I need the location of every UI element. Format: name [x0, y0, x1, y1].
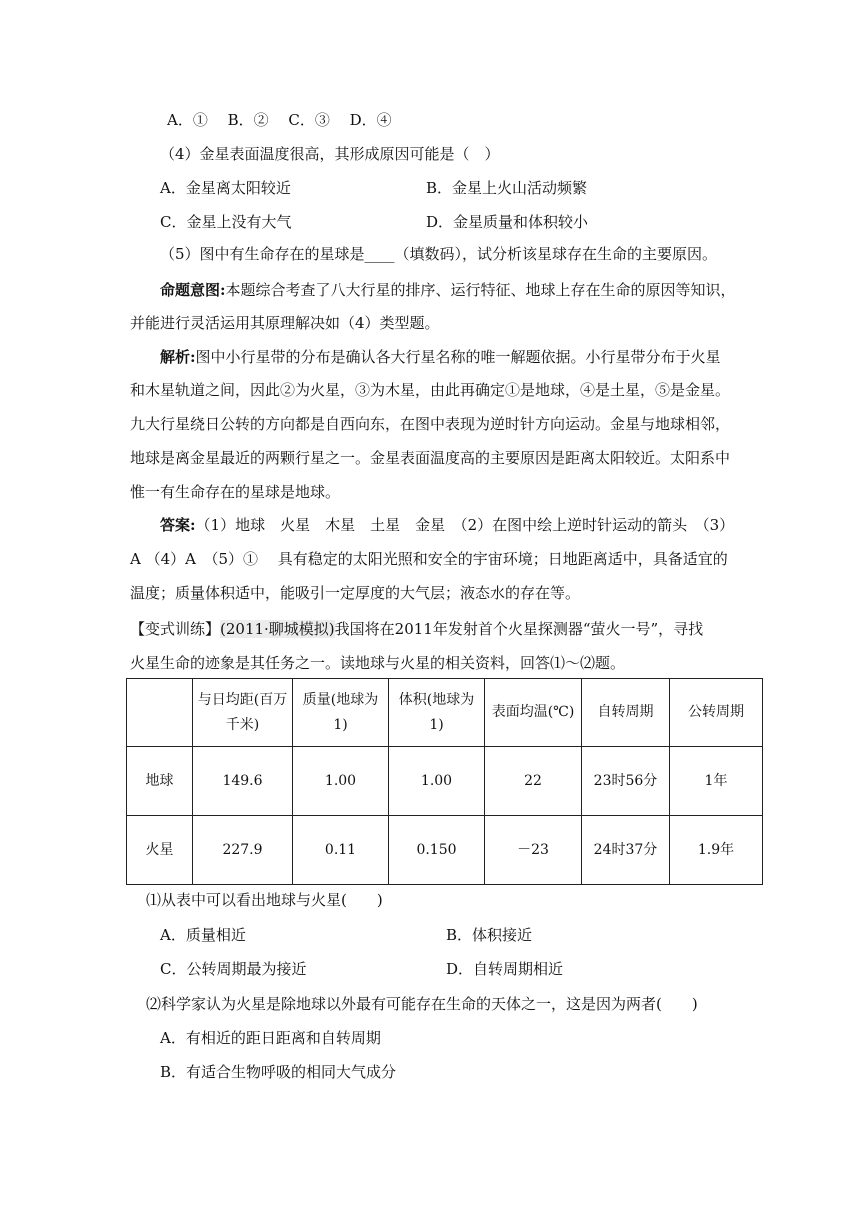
table-cell: 24时37分: [582, 816, 670, 885]
answer-text: （1）地球 火星 木星 土星 金星 （2）在图中绘上逆时针运动的箭头 （3）: [195, 516, 735, 534]
analysis-label: 解析:: [160, 348, 196, 366]
intent-text: 本题综合考查了八大行星的排序、运行特征、地球上存在生命的原因等知识，: [225, 281, 736, 299]
intent-paragraph-line2: 并能进行灵活运用其原理解决如（4）类型题。: [130, 314, 440, 332]
answer-label: 答案:: [160, 516, 196, 534]
table-cell: 1.9年: [670, 816, 763, 885]
analysis-text: 图中小行星带的分布是确认各大行星名称的唯一解题依据。小行星带分布于火星: [195, 348, 721, 366]
table-cell: 23时56分: [582, 747, 670, 816]
intent-paragraph-line1: [160, 283, 736, 298]
table-header-cell: 质量(地球为1): [293, 679, 389, 747]
answer-line3: 温度；质量体积适中，能吸引一定厚度的大气层；液态水的存在等。: [130, 584, 581, 602]
variant-label: 【变式训练】: [130, 620, 221, 638]
analysis-line5: 惟一有生命存在的星球是地球。: [130, 483, 341, 501]
table-cell: 227.9: [193, 816, 293, 885]
q4-option-d: D．金星质量和体积较小: [426, 213, 589, 231]
table-cell: －23: [485, 816, 582, 885]
table-cell: 火星: [127, 816, 193, 885]
table-header-cell: [127, 679, 193, 747]
table-row: [127, 747, 763, 816]
q3-options: A．① B．② C．③ D．④: [167, 111, 392, 129]
variant-source: (2011·聊城模拟): [220, 620, 335, 638]
q4-option-b: B．金星上火山活动频繁: [426, 179, 588, 197]
analysis-paragraph-line1: [160, 350, 721, 365]
sq1-option-b: B．体积接近: [446, 926, 533, 944]
q5-stem: （5）图中有生命存在的星球是____（填数码），试分析该星球存在生命的主要原因。: [160, 245, 718, 263]
analysis-line4: 地球是离金星最近的两颗行星之一。金星表面温度高的主要原因是距离太阳较近。太阳系中: [130, 449, 731, 467]
table-row: [127, 816, 763, 885]
table-cell: 0.150: [389, 816, 485, 885]
planet-comparison-table: [126, 678, 763, 885]
sq2-stem: ⑵科学家认为火星是除地球以外最有可能存在生命的天体之一，这是因为两者( ): [146, 995, 698, 1013]
table-header-row: [127, 679, 763, 747]
sq1-stem: ⑴从表中可以看出地球与火星( ): [146, 891, 383, 909]
table-header-cell: 表面均温(℃): [485, 679, 582, 747]
table-header-cell: 公转周期: [670, 679, 763, 747]
q4-option-c: C．金星上没有大气: [160, 213, 292, 231]
table-cell: 1.00: [389, 747, 485, 816]
intent-label: 命题意图:: [160, 281, 226, 299]
sq1-option-d: D．自转周期相近: [446, 960, 564, 978]
sq1-option-c: C．公转周期最为接近: [160, 960, 307, 978]
table-cell: 0.11: [293, 816, 389, 885]
variant-paragraph-line1: [130, 622, 703, 637]
table-cell: 1年: [670, 747, 763, 816]
table-cell: 22: [485, 747, 582, 816]
answer-line2: A （4）A （5）① 具有稳定的太阳光照和安全的宇宙环境；日地距离适中，具备适宜的: [130, 550, 728, 568]
q4-option-a: A．金星离太阳较近: [160, 179, 291, 197]
analysis-line2: 和木星轨道之间，因此②为火星，③为木星，由此再确定①是地球，④是土星，⑤是金星。: [130, 381, 731, 399]
variant-line2: 火星生命的迹象是其任务之一。读地球与火星的相关资料，回答⑴～⑵题。: [130, 654, 626, 672]
variant-text: 我国将在2011年发射首个火星探测器“萤火一号”，寻找: [334, 620, 704, 638]
table-cell: 地球: [127, 747, 193, 816]
answer-paragraph-line1: [160, 518, 734, 533]
sq1-option-a: A．质量相近: [160, 926, 246, 944]
table-header-cell: 与日均距(百万千米): [193, 679, 293, 747]
sq2-option-b: B．有适合生物呼吸的相同大气成分: [160, 1063, 397, 1081]
table-header-cell: 自转周期: [582, 679, 670, 747]
table-cell: 1.00: [293, 747, 389, 816]
table-header-cell: 体积(地球为1): [389, 679, 485, 747]
q4-stem: （4）金星表面温度很高，其形成原因可能是（ ）: [160, 145, 500, 163]
analysis-line3: 九大行星绕日公转的方向都是自西向东，在图中表现为逆时针方向运动。金星与地球相邻，: [130, 415, 731, 433]
sq2-option-a: A．有相近的距日距离和自转周期: [160, 1029, 381, 1047]
table-cell: 149.6: [193, 747, 293, 816]
